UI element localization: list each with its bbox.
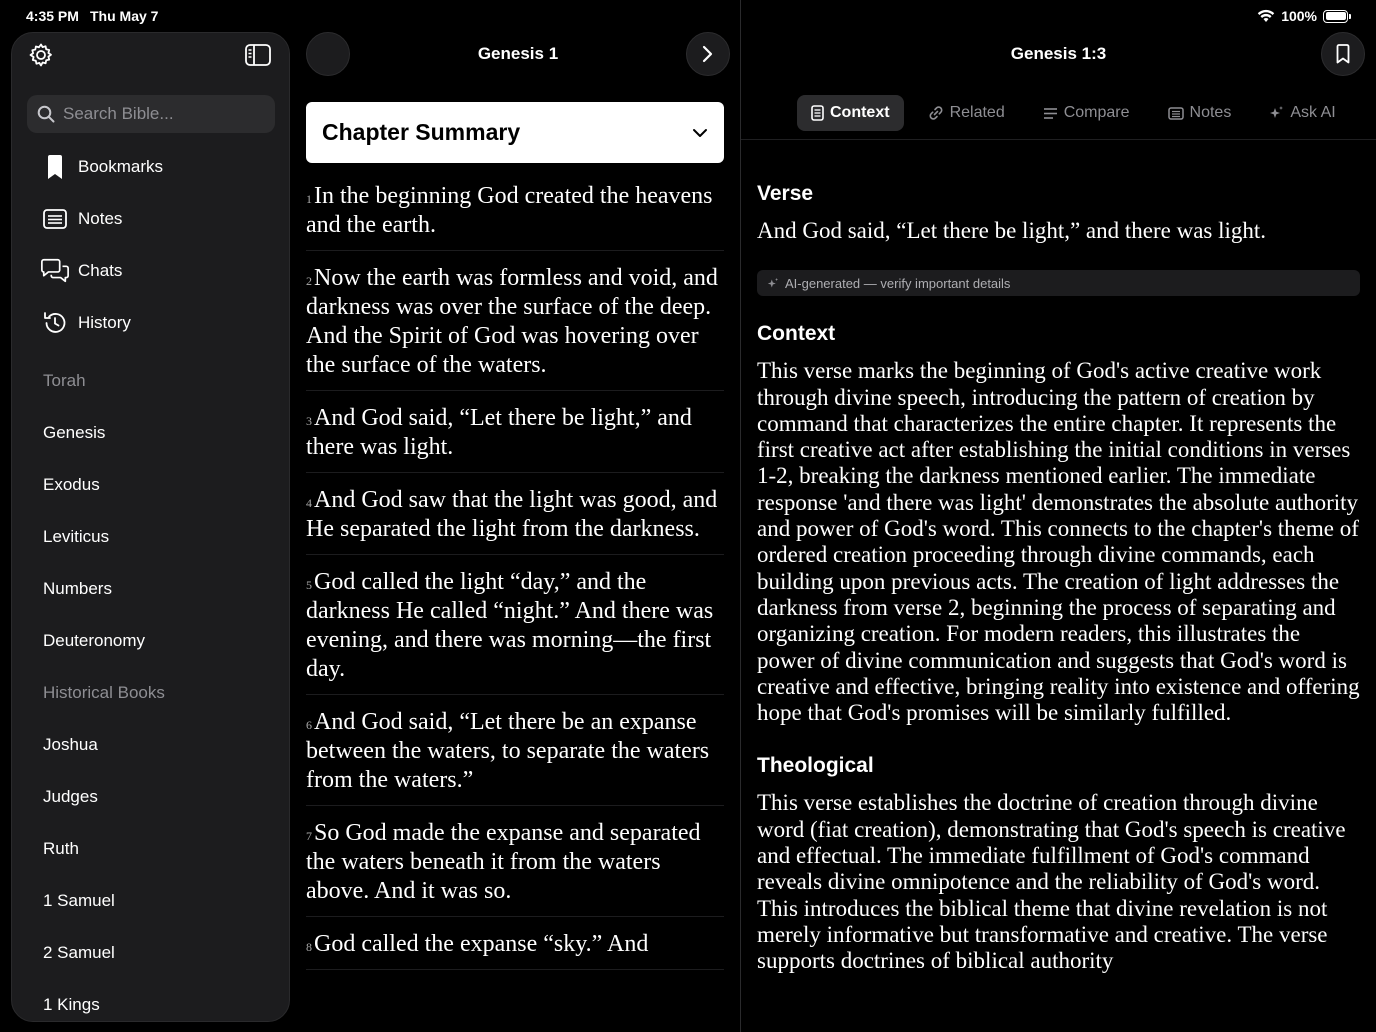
link-icon [928,105,944,121]
book-judges[interactable]: Judges [43,787,98,806]
book-numbers[interactable]: Numbers [43,579,112,598]
battery-icon [1323,10,1348,23]
verse-number: 5 [306,578,312,592]
book-1-samuel[interactable]: 1 Samuel [43,891,115,910]
sidebar-item-history[interactable] [12,297,289,349]
verse-2[interactable] [306,264,724,391]
verse-text: And God said, “Let there be an expanse between the waters, to separate the waters from the waters.” [306,709,710,793]
chapter-title: Genesis 1 [477,44,559,63]
tab-label: Related [949,104,1005,121]
book-deuteronomy[interactable]: Deuteronomy [43,631,146,650]
status-time: 4:35 PM [26,8,79,24]
next-chapter-button[interactable] [686,32,730,76]
gear-icon[interactable] [28,42,54,68]
ai-disclaimer [757,270,1360,296]
tab-related[interactable] [914,95,1019,131]
sidebar-toggle-icon[interactable] [245,44,271,66]
verse-6[interactable] [306,708,724,806]
sidebar-item-label: Bookmarks [78,157,164,176]
search-bar[interactable] [27,95,275,133]
tab-ask-ai[interactable] [1255,95,1349,131]
context-heading: Context [757,322,836,346]
verse-detail-pane [741,32,1376,1032]
chevron-down-icon [692,128,708,138]
verse-number: 3 [306,414,312,428]
verse-4[interactable] [306,486,724,555]
verse-text: God called the light “day,” and the darkness He called “night.” And there was evening, and there was morning—the first day. [306,569,714,682]
sidebar-item-notes[interactable] [12,193,289,245]
verse-1[interactable] [306,182,724,251]
lines-icon [1043,107,1058,120]
verse-heading: Verse [757,182,814,205]
book-list [12,355,289,1022]
history-icon [40,310,70,336]
theological-text: This verse establishes the doctrine of creation through divine word (fiat creation), demonstrating that God's speech is creative and effectual. The immediate fulfillment of God's command reveals divine omnipotence and the reliability of God's word. This introduces the biblical theme that divine revelation is not merely informative but transformative and creative. The verse supports doctrines of biblical authority [757,790,1346,974]
verse-number: 2 [306,274,312,288]
tabs-divider [741,139,1376,140]
reader-pane [298,32,738,1032]
book-ruth[interactable]: Ruth [43,839,79,858]
tab-compare[interactable] [1029,95,1144,131]
book-joshua[interactable]: Joshua [43,735,98,754]
book-1-kings[interactable]: 1 Kings [43,995,100,1014]
notes-icon [40,206,70,232]
verse-number: 4 [306,496,312,510]
tab-notes[interactable] [1154,95,1246,131]
verse-text: Now the earth was formless and void, and darkness was over the surface of the deep. And the Spirit of God was hovering over the surface of the waters. [306,265,718,378]
section-header-historical: Historical Books [43,683,165,702]
sidebar-item-label: Notes [78,209,123,228]
verse-8[interactable] [306,930,724,970]
chapter-summary-toggle[interactable] [306,102,724,163]
verse-number: 7 [306,829,312,843]
ai-disclaimer-text: AI-generated — verify important details [785,275,1011,291]
verse-5[interactable] [306,568,724,695]
notes-icon [1168,107,1184,120]
verse-text: So God made the expanse and separated the waters beneath it from the waters above. And it was so. [306,820,701,904]
bookmark-icon [40,154,70,180]
wifi-icon [1257,9,1275,23]
verse-text: And God said, “Let there be light,” and there was light. [757,218,1267,243]
tab-label: Context [830,104,890,121]
verse-3[interactable] [306,404,724,473]
verse-text: In the beginning God created the heavens and the earth. [306,183,713,238]
status-bar [0,0,1376,32]
detail-tabs [797,95,1350,131]
battery-percent: 100% [1281,8,1317,24]
sidebar-nav [12,141,289,349]
status-date: Thu May 7 [90,8,159,24]
tab-label: Ask AI [1290,104,1336,121]
bookmark-outline-icon [1336,44,1350,64]
verse-text: And God said, “Let there be light,” and there was light. [306,405,692,460]
bookmark-button[interactable] [1321,32,1365,76]
theological-heading: Theological [757,754,874,778]
sparkle-icon [1269,105,1284,121]
tab-label: Compare [1063,104,1130,121]
verse-text: God called the expanse “sky.” And [314,931,649,957]
verse-number: 6 [306,718,312,732]
sidebar-item-bookmarks[interactable] [12,141,289,193]
verse-7[interactable] [306,819,724,917]
detail-content [757,182,1360,1032]
book-exodus[interactable]: Exodus [43,475,100,494]
verse-reference-title: Genesis 1:3 [1010,44,1107,63]
document-icon [811,105,824,121]
verse-list [306,182,724,1012]
sidebar-item-label: History [78,313,131,332]
book-genesis[interactable]: Genesis [43,423,106,442]
verse-text: And God saw that the light was good, and He separated the light from the darkness. [306,487,718,542]
sidebar-item-label: Chats [78,261,123,280]
search-input[interactable] [63,104,263,124]
book-2-samuel[interactable]: 2 Samuel [43,943,115,962]
tab-context[interactable] [797,95,904,131]
status-right [1257,8,1348,24]
search-icon [37,105,55,123]
sparkle-icon [767,277,779,290]
chats-icon [40,258,70,284]
tab-label: Notes [1189,104,1232,121]
chevron-right-icon [702,45,714,63]
verse-number: 1 [306,192,312,206]
section-header-torah: Torah [43,371,86,390]
verse-number: 8 [306,940,312,954]
book-leviticus[interactable]: Leviticus [43,527,110,546]
sidebar-item-chats[interactable] [12,245,289,297]
chapter-summary-label: Chapter Summary [322,119,521,145]
context-text: This verse marks the beginning of God's active creative work through divine speech, introducing the pattern of creation by command that characterizes the entire chapter. It represents the first creative act after establishing the initial conditions in verses 1-2, breaking the darkness mentioned earlier. The immediate response 'and there was light' demonstrates the absolute authority and power of God's word. This connects to the chapter's theme of ordered creation proceeding through divine commands, each building upon previous acts. The creation of light addresses the darkness from verse 2, beginning the process of separating and organizing creation. For modern readers, this illustrates the power of divine communication and suggests that God's word is creative and effective, bringing reality into existence and offering hope that God's promises will be similarly fulfilled. [757,358,1360,726]
sidebar [11,32,290,1022]
